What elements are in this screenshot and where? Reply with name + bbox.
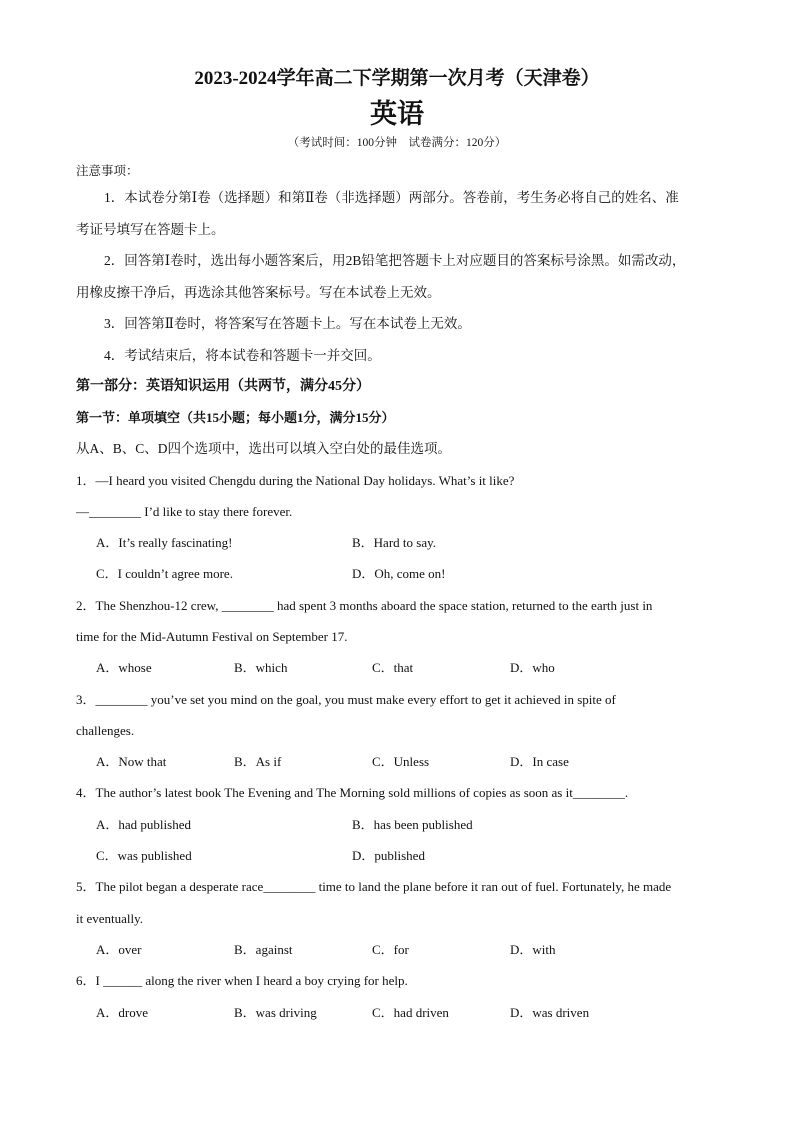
options-row	[96, 840, 718, 871]
option-c: C．that	[372, 660, 414, 676]
exam-meta: （考试时间：100分钟 试卷满分：120分）	[287, 137, 507, 149]
option-b: B．has been published	[352, 816, 473, 832]
section-title: 第一节：单项填空（共15小题；每小题1分，满分15分）	[76, 410, 395, 425]
option-d: D．published	[352, 848, 425, 864]
subject-title: 英语	[370, 99, 424, 129]
option-c: C．for	[372, 941, 409, 957]
part-title: 第一部分：英语知识运用（共两节，满分45分）	[76, 379, 370, 394]
option-d: D．was driven	[510, 1004, 590, 1020]
options-row	[96, 558, 718, 589]
question-text: 2．The Shenzhou-12 crew, ________ had spent 3 months aboard the space station, returned to the earth just in	[76, 597, 653, 613]
notes-heading: 注意事项：	[76, 164, 139, 178]
option-d: D．Oh, come on!	[352, 566, 446, 582]
option-b: B．As if	[234, 754, 282, 770]
option-d: D．In case	[510, 754, 569, 770]
note-line: 4．考试结束后，将本试卷和答题卡一并交回。	[104, 347, 381, 363]
option-c: C．Unless	[372, 754, 430, 770]
question-5	[76, 871, 718, 965]
section-instruction: 从A、B、C、D四个选项中，选出可以填入空白处的最佳选项。	[76, 441, 452, 456]
note-line: 1．本试卷分第Ⅰ卷（选择题）和第Ⅱ卷（非选择题）两部分。答卷前，考生务必将自己的姓名、准	[104, 190, 679, 205]
question-text: 4．The author’s latest book The Evening and The Morning sold millions of copies as soon as it________.	[76, 785, 629, 801]
question-6	[76, 965, 718, 1028]
option-d: D．with	[510, 941, 556, 957]
options-row	[96, 809, 718, 840]
option-a: A．whose	[96, 660, 152, 676]
question-text: challenges.	[76, 722, 135, 738]
option-a: A．Now that	[96, 754, 167, 770]
note-line: 考证号填写在答题卡上。	[76, 221, 225, 237]
note-line: 用橡皮擦干净后，再选涂其他答案标号。写在本试卷上无效。	[76, 284, 441, 300]
option-a: A．had published	[96, 816, 191, 832]
question-text: time for the Mid-Autumn Festival on September 17.	[76, 628, 348, 644]
option-b: B．was driving	[234, 1004, 317, 1020]
question-4	[76, 777, 718, 871]
options-row	[96, 997, 718, 1028]
question-text: it eventually.	[76, 910, 144, 926]
option-a: A．It’s really fascinating!	[96, 535, 233, 551]
note-line: 2．回答第Ⅰ卷时，选出每小题答案后，用2B铅笔把答题卡上对应题目的答案标号涂黑。如需改动，	[104, 253, 686, 268]
option-a: A．drove	[96, 1004, 148, 1020]
question-text: —________ I’d like to stay there forever.	[76, 503, 293, 519]
option-c: C．was published	[96, 848, 192, 864]
option-c: C．had driven	[372, 1004, 449, 1020]
options-row	[96, 652, 718, 683]
options-row	[96, 934, 718, 965]
exam-title: 2023-2024学年高二下学期第一次月考（天津卷）	[194, 68, 600, 89]
question-text: 3．________ you’ve set you mind on the goal, you must make every effort to get it achieved in spite of	[76, 691, 616, 707]
question-text: 6．I ______ along the river when I heard a boy crying for help.	[76, 973, 408, 989]
options-row	[96, 527, 718, 558]
option-b: B．against	[234, 941, 293, 957]
question-3	[76, 684, 718, 778]
option-b: B．which	[234, 660, 288, 676]
question-text: 1．—I heard you visited Chengdu during the National Day holidays. What’s it like?	[76, 472, 515, 488]
note-line: 3．回答第Ⅱ卷时，将答案写在答题卡上。写在本试卷上无效。	[104, 316, 471, 331]
option-d: D．who	[510, 660, 555, 676]
option-b: B．Hard to say.	[352, 535, 437, 551]
question-1	[76, 465, 718, 590]
question-text: 5．The pilot began a desperate race________ time to land the plane before it ran out of fuel. Fortunately, he made	[76, 879, 672, 895]
option-a: A．over	[96, 941, 142, 957]
question-2	[76, 590, 718, 684]
options-row	[96, 746, 718, 777]
option-c: C．I couldn’t agree more.	[96, 566, 233, 582]
